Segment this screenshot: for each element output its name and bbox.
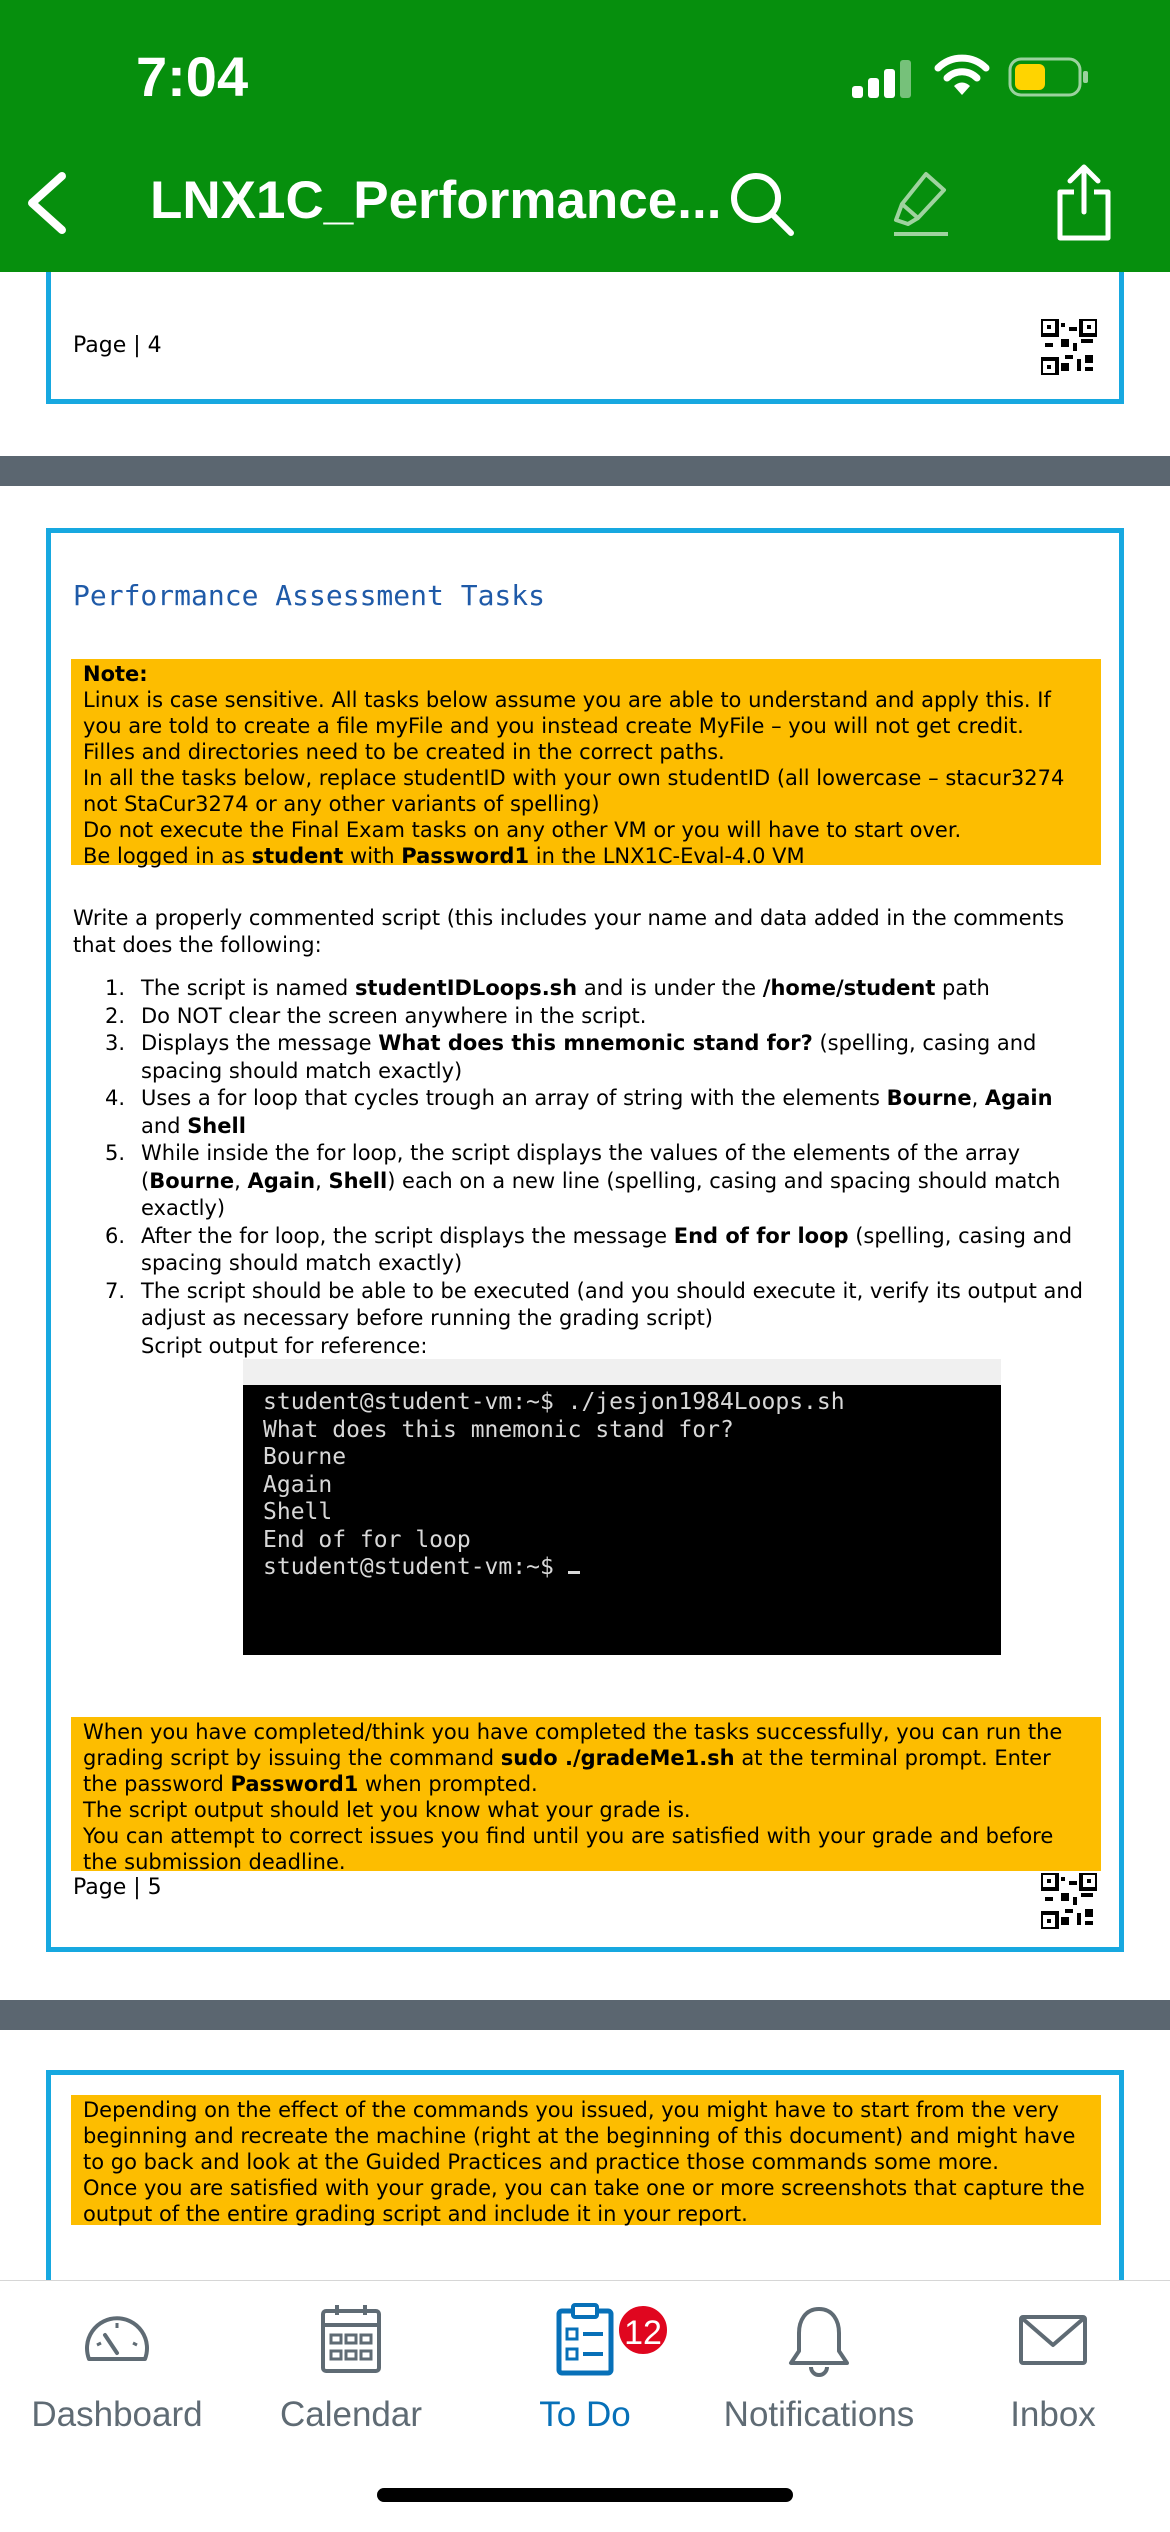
qr-code-icon <box>1041 1873 1097 1929</box>
wifi-icon <box>934 52 990 98</box>
intro-paragraph: Write a properly commented script (this includes your name and data added in the comments that does the following: <box>73 906 1065 957</box>
app-header <box>0 0 1170 272</box>
tab-label: Calendar <box>279 2395 423 2434</box>
page-number: Page | 5 <box>73 1875 162 1900</box>
note-label: Note: <box>83 662 148 686</box>
note-line: Linux is case sensitive. All tasks below assume you are able to understand and apply this. If <box>83 688 1051 712</box>
terminal-cursor <box>568 1571 580 1574</box>
note-line: In all the tasks below, replace studentID with your own studentID (all lowercase – stacur3274 <box>83 766 1065 790</box>
page-divider <box>0 456 1170 486</box>
note-line: not StaCur3274 or any other variants of spelling) <box>83 792 600 816</box>
tab-label: Dashboard <box>31 2395 203 2434</box>
task-item: 5. While inside the for loop, the script displays the values of the elements of the array (Bourne, Again, Shell) each on a new line (spelling, casing and spacing should match exactly) <box>105 1141 1061 1220</box>
note-line: Filles and directories need to be created in the correct paths. <box>83 740 725 764</box>
highlighter-icon[interactable] <box>890 168 952 238</box>
page-number: Page | 4 <box>73 333 162 358</box>
tab-label: Notifications <box>723 2395 915 2434</box>
tab-label: Inbox <box>1010 2395 1096 2434</box>
task-item: 2. Do NOT clear the screen anywhere in the script. <box>105 1003 647 1028</box>
tab-inbox[interactable] <box>936 2301 1170 2435</box>
note-line: Be logged in as student with Password1 in the LNX1C-Eval-4.0 VM <box>83 844 805 868</box>
note-highlight-box <box>71 659 1101 868</box>
calendar-icon <box>313 2301 389 2377</box>
section-heading: Performance Assessment Tasks <box>73 579 546 612</box>
task-list <box>73 975 1103 1360</box>
page-4 <box>46 272 1124 404</box>
battery-icon <box>1008 56 1090 98</box>
todo-clipboard-icon <box>547 2301 623 2377</box>
tab-calendar[interactable] <box>234 2301 468 2435</box>
grading-highlight-box: When you have completed/think you have completed the tasks successfully, you can run the grading script by issuing the command sudo ./gradeMe1.sh at the terminal prompt. Enter the password Password1 when prompted. The script output should let you know what your grade is. You can attempt to correct issues you find until you are satisfied with your grade and before the submission deadline. <box>71 1717 1101 1871</box>
tab-notifications[interactable] <box>702 2301 936 2435</box>
home-indicator[interactable] <box>377 2488 793 2502</box>
tab-todo[interactable] <box>468 2301 702 2435</box>
document-title: LNX1C_Performance... <box>150 171 722 230</box>
todo-count-badge: 12 <box>616 2303 670 2357</box>
page-5 <box>46 528 1124 1952</box>
retry-highlight-box: Depending on the effect of the commands you issued, you might have to start from the very beginning and recreate the machine (right at the beginning of this document) and might have to go back and look at the Guided Practices and practice those commands some more. Once you are satisfied with your grade, you can take one or more screenshots that capture the output of the entire grading script and include it in your report. <box>71 2095 1101 2225</box>
dashboard-gauge-icon <box>79 2301 155 2377</box>
document-viewer[interactable] <box>0 272 1170 2280</box>
tab-label: To Do <box>539 2395 631 2434</box>
envelope-icon <box>1015 2301 1091 2377</box>
task-item: 7. The script should be able to be executed (and you should execute it, verify its output and adjust as necessary before running the grading script) Script output for reference: <box>105 1278 1083 1358</box>
status-time: 7:04 <box>136 45 249 108</box>
tab-dashboard[interactable] <box>0 2301 234 2435</box>
qr-code-icon <box>1041 319 1097 375</box>
back-chevron-icon[interactable] <box>18 168 78 238</box>
task-item: 1. The script is named studentIDLoops.sh and is under the /home/student path <box>105 976 990 1000</box>
task-item: 3. Displays the message What does this mnemonic stand for? (spelling, casing and spacing should match exactly) <box>105 1031 1037 1083</box>
terminal-screenshot: student@student-vm:~$ ./jesjon1984Loops.sh What does this mnemonic stand for? Bourne Again Shell End of for loop student@student-vm:~$ <box>243 1359 1001 1655</box>
note-line: Do not execute the Final Exam tasks on any other VM or you will have to start over. <box>83 818 962 842</box>
task-item: 4. Uses a for loop that cycles trough an array of string with the elements Bourne, Again and Shell <box>105 1086 1053 1138</box>
bell-icon <box>781 2301 857 2377</box>
page-divider <box>0 2000 1170 2030</box>
page-6 <box>46 2070 1124 2280</box>
share-icon[interactable] <box>1052 162 1116 242</box>
task-item: 6. After the for loop, the script displays the message End of for loop (spelling, casing and spacing should match exactly) <box>105 1223 1073 1275</box>
cellular-signal-icon <box>852 58 912 98</box>
note-line: you are told to create a file myFile and you instead create MyFile – you will not get credit. <box>83 714 1024 738</box>
search-icon[interactable] <box>728 170 796 238</box>
